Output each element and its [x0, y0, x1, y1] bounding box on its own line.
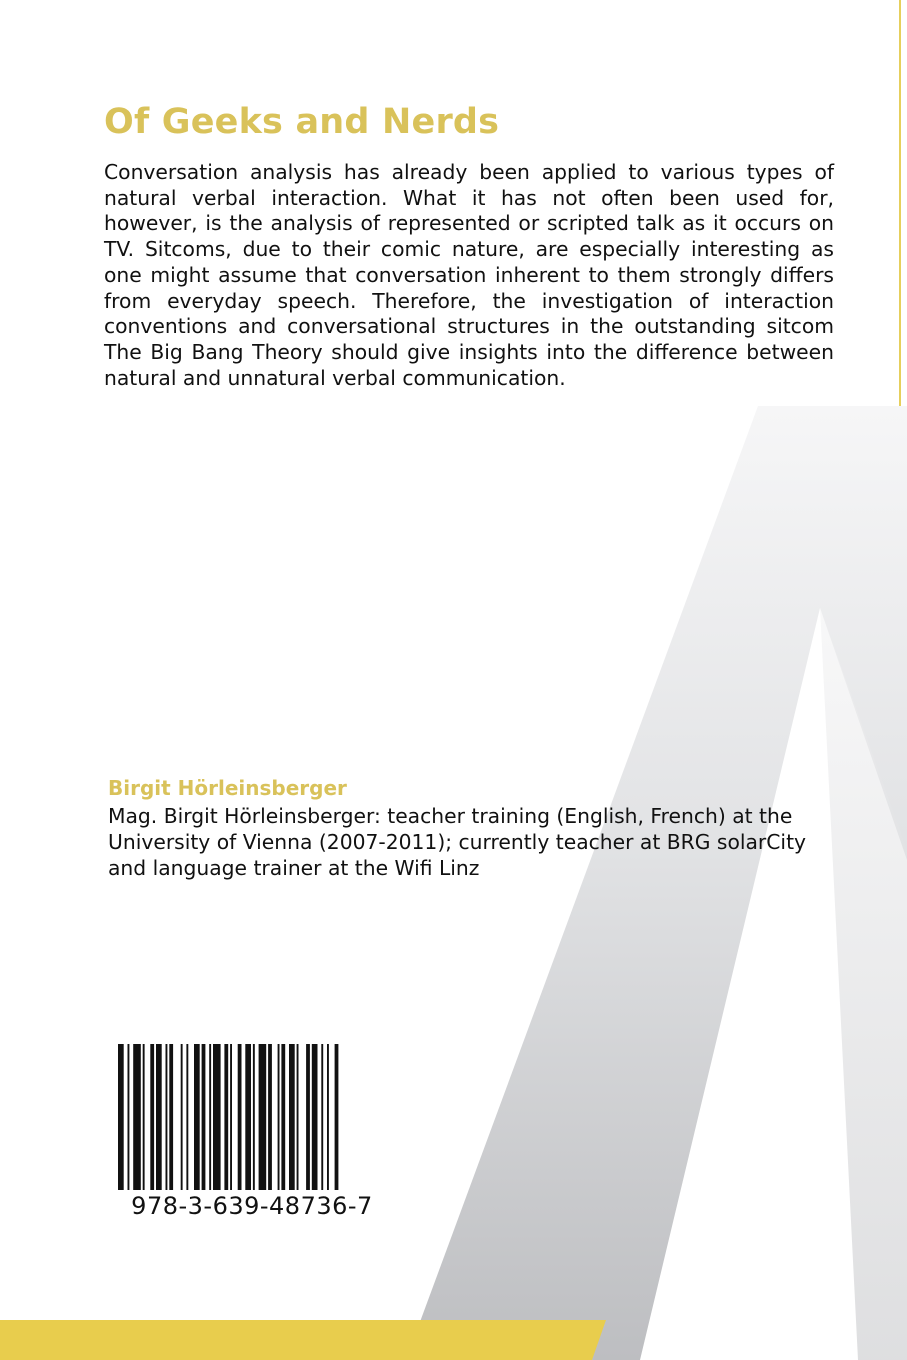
barcode-bar	[133, 1044, 141, 1190]
barcode-bar	[327, 1044, 329, 1190]
book-title: Of Geeks and Nerds	[104, 102, 500, 142]
barcode-bar	[253, 1044, 255, 1190]
barcode-bar	[259, 1044, 267, 1190]
barcode-bar	[194, 1044, 200, 1190]
barcode-bar	[306, 1044, 310, 1190]
barcode-bar	[268, 1044, 272, 1190]
isbn-number: 978-3-639-48736-7	[131, 1192, 373, 1220]
barcode-bar	[202, 1044, 206, 1190]
barcode-bar	[312, 1044, 318, 1190]
barcode-bar	[297, 1044, 299, 1190]
barcode-bar	[224, 1044, 228, 1190]
barcode-bar	[181, 1044, 183, 1190]
author-bio: Mag. Birgit Hörleinsberger: teacher training (English, French) at the University of Vienna (2007-2011); currently teacher at BRG solarCity and language trainer at the Wifi Linz	[108, 804, 807, 880]
barcode-bar	[289, 1044, 295, 1190]
barcode-bar	[278, 1044, 280, 1190]
book-description: Conversation analysis has already been applied to various types of natural verbal interaction. What it has not often been used for, however, is the analysis of represented or scripted talk as it occurs on TV. Sitcoms, due to their comic nature, are especially interesting as one might assume that conversation inherent to them strongly differs from everyday speech. Therefore, the investigation of interaction conventions and conversational structures in the outstanding sitcom The Big Bang Theory should give insights into the difference between natural and unnatural verbal communication.	[104, 160, 834, 390]
barcode-bar	[230, 1044, 232, 1190]
barcode-bar	[118, 1044, 124, 1190]
barcode-bar	[156, 1044, 162, 1190]
bottom-yellow-band	[0, 1320, 606, 1360]
isbn-barcode	[104, 1040, 400, 1240]
barcode-bar	[335, 1044, 339, 1190]
barcode-bar	[166, 1044, 168, 1190]
barcode-bar	[321, 1044, 323, 1190]
barcode-bar	[245, 1044, 251, 1190]
barcode-bar	[209, 1044, 211, 1190]
barcode-bar	[143, 1044, 145, 1190]
barcode-bar	[186, 1044, 188, 1190]
barcode-bar	[281, 1044, 285, 1190]
barcode-bar	[213, 1044, 221, 1190]
barcode-bar	[169, 1044, 173, 1190]
barcode-icon	[118, 1044, 386, 1190]
barcode-bar	[238, 1044, 242, 1190]
barcode-bar	[128, 1044, 130, 1190]
barcode-bar	[150, 1044, 154, 1190]
author-name: Birgit Hörleinsberger	[108, 776, 347, 800]
